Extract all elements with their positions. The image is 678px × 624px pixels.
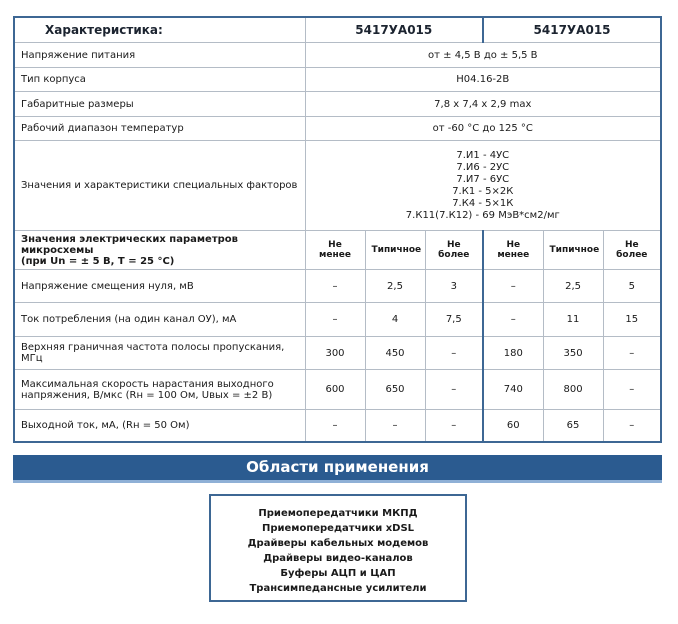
param-value: – xyxy=(305,303,365,337)
param-value: – xyxy=(305,270,365,303)
col-min-2: Не менее xyxy=(483,231,543,270)
table-row xyxy=(14,270,661,303)
param-value: 180 xyxy=(483,337,543,370)
param-value: – xyxy=(483,270,543,303)
application-item: Драйверы видео-каналов xyxy=(263,553,413,564)
param-value: – xyxy=(425,370,483,410)
row-label: Габаритные размеры xyxy=(14,92,305,117)
special-factor: 7.И7 - 6УС xyxy=(456,173,510,185)
param-label-line2: напряжения, В/мкс (Rн = 100 Ом, Uвых = ±2 В) xyxy=(21,389,273,401)
param-value: 600 xyxy=(305,370,365,410)
col-min-1: Не менее xyxy=(305,231,365,270)
param-value: – xyxy=(305,410,365,442)
param-value: 350 xyxy=(543,337,603,370)
header-characteristic: Характеристика: xyxy=(14,17,305,43)
param-value: – xyxy=(603,337,661,370)
row-label: Тип корпуса xyxy=(14,68,305,92)
special-factor: 7.И6 - 2УС xyxy=(456,161,510,173)
special-factors-list xyxy=(305,141,661,231)
row-value: от -60 °С до 125 °С xyxy=(305,117,661,141)
param-value: – xyxy=(425,410,483,442)
applications-banner xyxy=(13,455,662,483)
application-item: Приемопередатчики МКПД xyxy=(258,508,418,519)
table-row xyxy=(14,303,661,337)
param-value: 5 xyxy=(603,270,661,303)
param-label: Выходной ток, мА, (Rн = 50 Ом) xyxy=(14,410,305,442)
special-factor: 7.К1 - 5×2К xyxy=(452,185,514,197)
param-value: 4 xyxy=(365,303,425,337)
table-row xyxy=(14,337,661,370)
table-row xyxy=(14,92,661,117)
applications-box xyxy=(209,494,467,602)
param-value: – xyxy=(425,337,483,370)
header-col2: 5417УА015 xyxy=(483,17,661,43)
special-factor: 7.И1 - 4УС xyxy=(456,149,510,161)
table-row xyxy=(14,370,661,410)
param-label-line1: Максимальная скорость нарастания выходного xyxy=(21,378,274,390)
param-value: 650 xyxy=(365,370,425,410)
col-typ-1: Типичное xyxy=(365,231,425,270)
param-value: 2,5 xyxy=(365,270,425,303)
row-label: Напряжение питания xyxy=(14,43,305,68)
param-value: – xyxy=(483,303,543,337)
param-value: – xyxy=(603,370,661,410)
param-value: 450 xyxy=(365,337,425,370)
header-col1: 5417УА015 xyxy=(305,17,483,43)
param-label: Верхняя граничная частота полосы пропускания, МГц xyxy=(14,337,305,370)
param-value: 800 xyxy=(543,370,603,410)
special-factor: 7.К11(7.К12) - 69 МэВ*см2/мг xyxy=(405,209,560,221)
applications-title: Области применения xyxy=(246,458,429,476)
param-value: – xyxy=(603,410,661,442)
param-value: 11 xyxy=(543,303,603,337)
col-typ-2: Типичное xyxy=(543,231,603,270)
params-header-row xyxy=(14,231,661,270)
table-row xyxy=(14,117,661,141)
application-item: Буферы АЦП и ЦАП xyxy=(280,568,396,579)
params-title xyxy=(14,231,305,270)
table-row xyxy=(14,141,661,231)
param-value: – xyxy=(365,410,425,442)
table-row xyxy=(14,410,661,442)
param-value: 15 xyxy=(603,303,661,337)
param-value: 65 xyxy=(543,410,603,442)
table-header xyxy=(14,17,661,43)
specifications-table xyxy=(13,16,662,443)
param-value: 3 xyxy=(425,270,483,303)
param-value: 300 xyxy=(305,337,365,370)
application-item: Приемопередатчики xDSL xyxy=(261,523,415,534)
row-label: Значения и характеристики специальных факторов xyxy=(14,141,305,231)
col-max-2: Не более xyxy=(603,231,661,270)
row-value: Н04.16-2В xyxy=(305,68,661,92)
application-item: Драйверы кабельных модемов xyxy=(247,538,429,549)
col-max-1: Не более xyxy=(425,231,483,270)
param-label: Напряжение смещения нуля, мВ xyxy=(14,270,305,303)
param-label xyxy=(14,370,305,410)
special-factor: 7.К4 - 5×1К xyxy=(452,197,514,209)
params-title-line1: Значения электрических параметров микросхемы xyxy=(21,233,238,256)
param-value: 60 xyxy=(483,410,543,442)
row-value: 7,8 х 7,4 х 2,9 max xyxy=(305,92,661,117)
param-label: Ток потребления (на один канал ОУ), мА xyxy=(14,303,305,337)
param-value: 740 xyxy=(483,370,543,410)
param-value: 2,5 xyxy=(543,270,603,303)
table-row xyxy=(14,68,661,92)
row-value: от ± 4,5 В до ± 5,5 В xyxy=(305,43,661,68)
param-value: 7,5 xyxy=(425,303,483,337)
table-row xyxy=(14,43,661,68)
row-label: Рабочий диапазон температур xyxy=(14,117,305,141)
application-item: Трансимпедансные усилители xyxy=(249,583,427,594)
params-title-line2: (при Un = ± 5 В, Т = 25 °С) xyxy=(21,255,175,267)
